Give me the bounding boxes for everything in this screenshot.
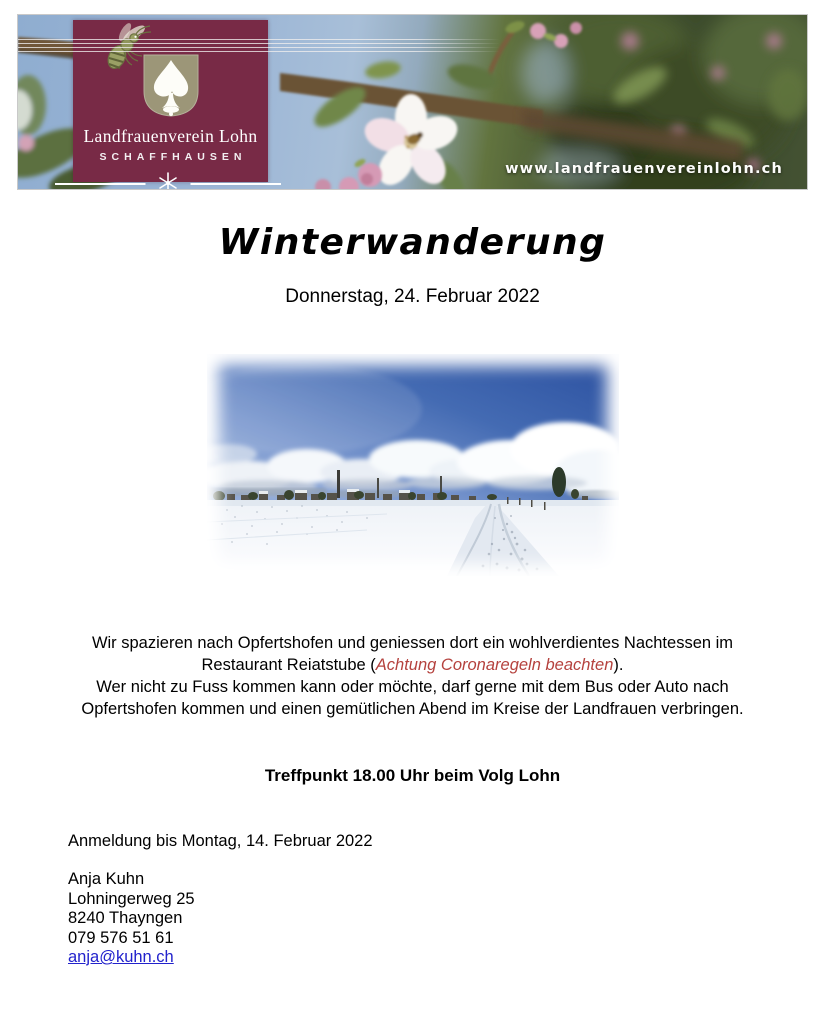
star-icon xyxy=(156,171,180,190)
contact-street: Lohningerweg 25 xyxy=(68,889,195,908)
header-banner xyxy=(17,14,808,190)
contact-city: 8240 Thayngen xyxy=(68,909,183,927)
meeting-point-text: Treffpunkt 18.00 Uhr beim Volg Lohn xyxy=(264,766,561,785)
logo-box xyxy=(73,20,268,182)
registration-deadline: Anmeldung bis Montag, 14. Februar 2022 xyxy=(68,832,373,850)
spade-shield-icon xyxy=(140,54,202,118)
contact-name: Anja Kuhn xyxy=(68,870,145,888)
corona-warning-text: Achtung Coronaregeln beachten xyxy=(375,656,614,674)
email-link[interactable]: anja@kuhn.ch xyxy=(68,948,174,966)
page-title: Winterwanderung xyxy=(218,222,607,263)
description-line: Opfertshofen kommen und einen gemütlichen Abend im Kreise der Landfrauen verbringen. xyxy=(81,700,744,718)
event-description xyxy=(0,632,825,720)
description-line: Wir spazieren nach Opfertshofen und geniessen dort ein wohlverdientes Nachtessen im xyxy=(91,634,734,652)
org-name: Landfrauenverein Lohn xyxy=(83,126,258,146)
org-region: SCHAFFHAUSEN xyxy=(99,151,247,163)
description-line: Wer nicht zu Fuss kommen kann oder möchte, darf gerne mit dem Bus oder Auto nach xyxy=(96,678,729,696)
description-text: Restaurant Reiatstube ( xyxy=(201,656,376,674)
contact-phone: 079 576 51 61 xyxy=(68,928,174,947)
description-text: ). xyxy=(613,656,624,674)
website-url: www.landfrauenvereinlohn.ch xyxy=(505,161,783,177)
winter-landscape-photo xyxy=(207,354,619,576)
description-line xyxy=(0,654,825,676)
event-date: Donnerstag, 24. Februar 2022 xyxy=(285,286,540,307)
contact-block xyxy=(68,870,195,968)
